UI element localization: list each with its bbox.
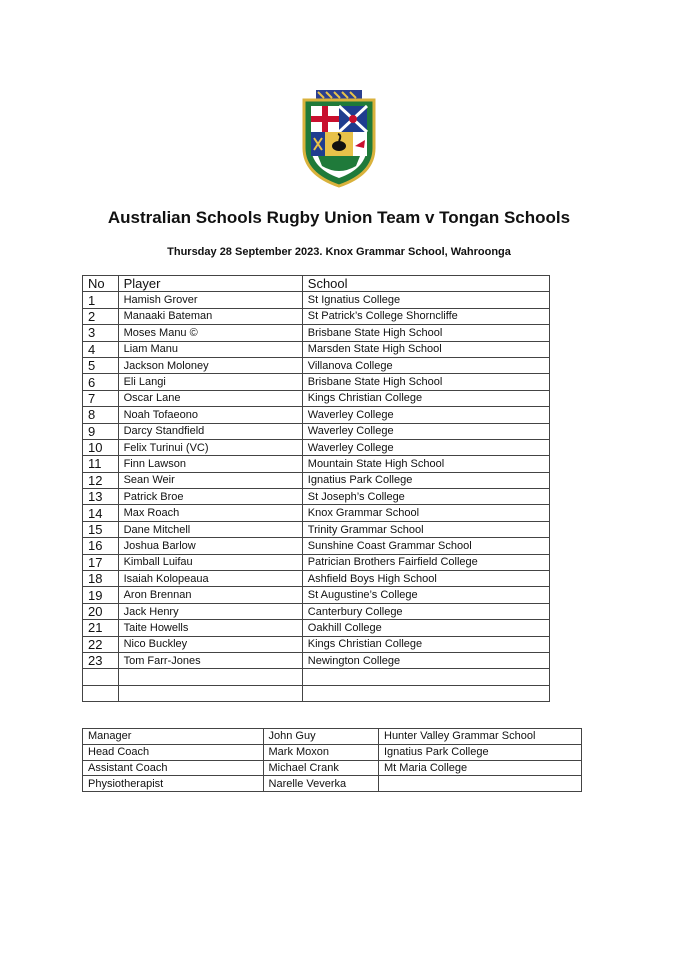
staff-table-body [83,729,582,792]
table-row [83,357,550,373]
player-name [118,669,302,685]
table-row [83,292,550,308]
player-name: Taite Howells [118,620,302,636]
player-name: Moses Manu © [118,325,302,341]
players-table-body [83,292,550,702]
player-number: 14 [83,505,119,521]
player-name: Joshua Barlow [118,538,302,554]
staff-school: Mt Maria College [379,760,582,776]
player-school: St Ignatius College [302,292,549,308]
staff-school [379,776,582,792]
table-row [83,620,550,636]
staff-role: Head Coach [83,744,264,760]
staff-name: John Guy [263,729,378,745]
player-school: Trinity Grammar School [302,521,549,537]
staff-role: Manager [83,729,264,745]
player-name: Tom Farr-Jones [118,652,302,668]
player-school: Kings Christian College [302,636,549,652]
player-name: Dane Mitchell [118,521,302,537]
player-number: 5 [83,357,119,373]
player-school: Waverley College [302,423,549,439]
table-row [83,554,550,570]
player-school: Villanova College [302,357,549,373]
player-school: Mountain State High School [302,456,549,472]
player-school: Brisbane State High School [302,374,549,390]
staff-name: Narelle Veverka [263,776,378,792]
player-number: 8 [83,407,119,423]
table-row [83,760,582,776]
header-player: Player [118,276,302,292]
player-school: St Joseph’s College [302,489,549,505]
player-number: 7 [83,390,119,406]
table-row [83,341,550,357]
staff-school: Ignatius Park College [379,744,582,760]
players-table [82,275,550,702]
player-name: Manaaki Bateman [118,308,302,324]
player-school: Ashfield Boys High School [302,571,549,587]
table-row [83,374,550,390]
player-number: 2 [83,308,119,324]
table-row [83,423,550,439]
table-row [83,571,550,587]
player-number: 13 [83,489,119,505]
staff-role: Physiotherapist [83,776,264,792]
player-school: Oakhill College [302,620,549,636]
player-name: Jack Henry [118,603,302,619]
player-number [83,685,119,701]
player-number: 20 [83,603,119,619]
table-row [83,407,550,423]
player-number: 6 [83,374,119,390]
staff-name: Mark Moxon [263,744,378,760]
player-name: Isaiah Kolopeaua [118,571,302,587]
player-school: Waverley College [302,407,549,423]
player-number: 17 [83,554,119,570]
table-row [83,685,550,701]
table-row [83,776,582,792]
player-school: Brisbane State High School [302,325,549,341]
player-school: St Augustine’s College [302,587,549,603]
player-school: Marsden State High School [302,341,549,357]
player-number: 18 [83,571,119,587]
table-row [83,325,550,341]
player-name: Jackson Moloney [118,357,302,373]
header-no: No [83,276,119,292]
player-school: Canterbury College [302,603,549,619]
player-school [302,669,549,685]
table-row [83,636,550,652]
table-row [83,390,550,406]
staff-role: Assistant Coach [83,760,264,776]
player-school: Waverley College [302,439,549,455]
player-name: Patrick Broe [118,489,302,505]
table-row [83,729,582,745]
player-number: 9 [83,423,119,439]
player-number: 22 [83,636,119,652]
rugby-union-crest-icon [298,88,380,188]
table-row [83,744,582,760]
player-name: Noah Tofaeono [118,407,302,423]
match-details: Thursday 28 September 2023. Knox Grammar School, Wahroonga [167,246,511,258]
player-name: Finn Lawson [118,456,302,472]
player-name: Kimball Luifau [118,554,302,570]
player-name: Felix Turinui (VC) [118,439,302,455]
staff-school: Hunter Valley Grammar School [379,729,582,745]
player-number: 10 [83,439,119,455]
table-row [83,521,550,537]
player-number: 3 [83,325,119,341]
player-school: Knox Grammar School [302,505,549,521]
player-name: Oscar Lane [118,390,302,406]
player-name: Aron Brennan [118,587,302,603]
player-school: Sunshine Coast Grammar School [302,538,549,554]
table-row [83,489,550,505]
player-school [302,685,549,701]
player-name: Max Roach [118,505,302,521]
player-school: Patrician Brothers Fairfield College [302,554,549,570]
header-school: School [302,276,549,292]
page-title: Australian Schools Rugby Union Team v Tongan Schools [107,208,571,227]
staff-table [82,728,582,792]
player-number: 23 [83,652,119,668]
table-row [83,603,550,619]
player-school: Kings Christian College [302,390,549,406]
player-name: Liam Manu [118,341,302,357]
player-number: 4 [83,341,119,357]
player-number: 21 [83,620,119,636]
staff-name: Michael Crank [263,760,378,776]
player-number: 1 [83,292,119,308]
player-number: 15 [83,521,119,537]
player-school: Newington College [302,652,549,668]
player-number: 11 [83,456,119,472]
player-name: Hamish Grover [118,292,302,308]
table-row [83,652,550,668]
table-row [83,505,550,521]
player-name: Eli Langi [118,374,302,390]
table-row [83,308,550,324]
table-row [83,456,550,472]
player-number: 12 [83,472,119,488]
table-row [83,439,550,455]
player-school: Ignatius Park College [302,472,549,488]
player-name: Nico Buckley [118,636,302,652]
player-number: 19 [83,587,119,603]
player-name: Darcy Standfield [118,423,302,439]
player-name [118,685,302,701]
player-name: Sean Weir [118,472,302,488]
table-row [83,538,550,554]
player-school: St Patrick’s College Shorncliffe [302,308,549,324]
player-number: 16 [83,538,119,554]
table-row [83,472,550,488]
table-header-row [83,276,550,292]
table-row [83,587,550,603]
player-number [83,669,119,685]
table-row [83,669,550,685]
